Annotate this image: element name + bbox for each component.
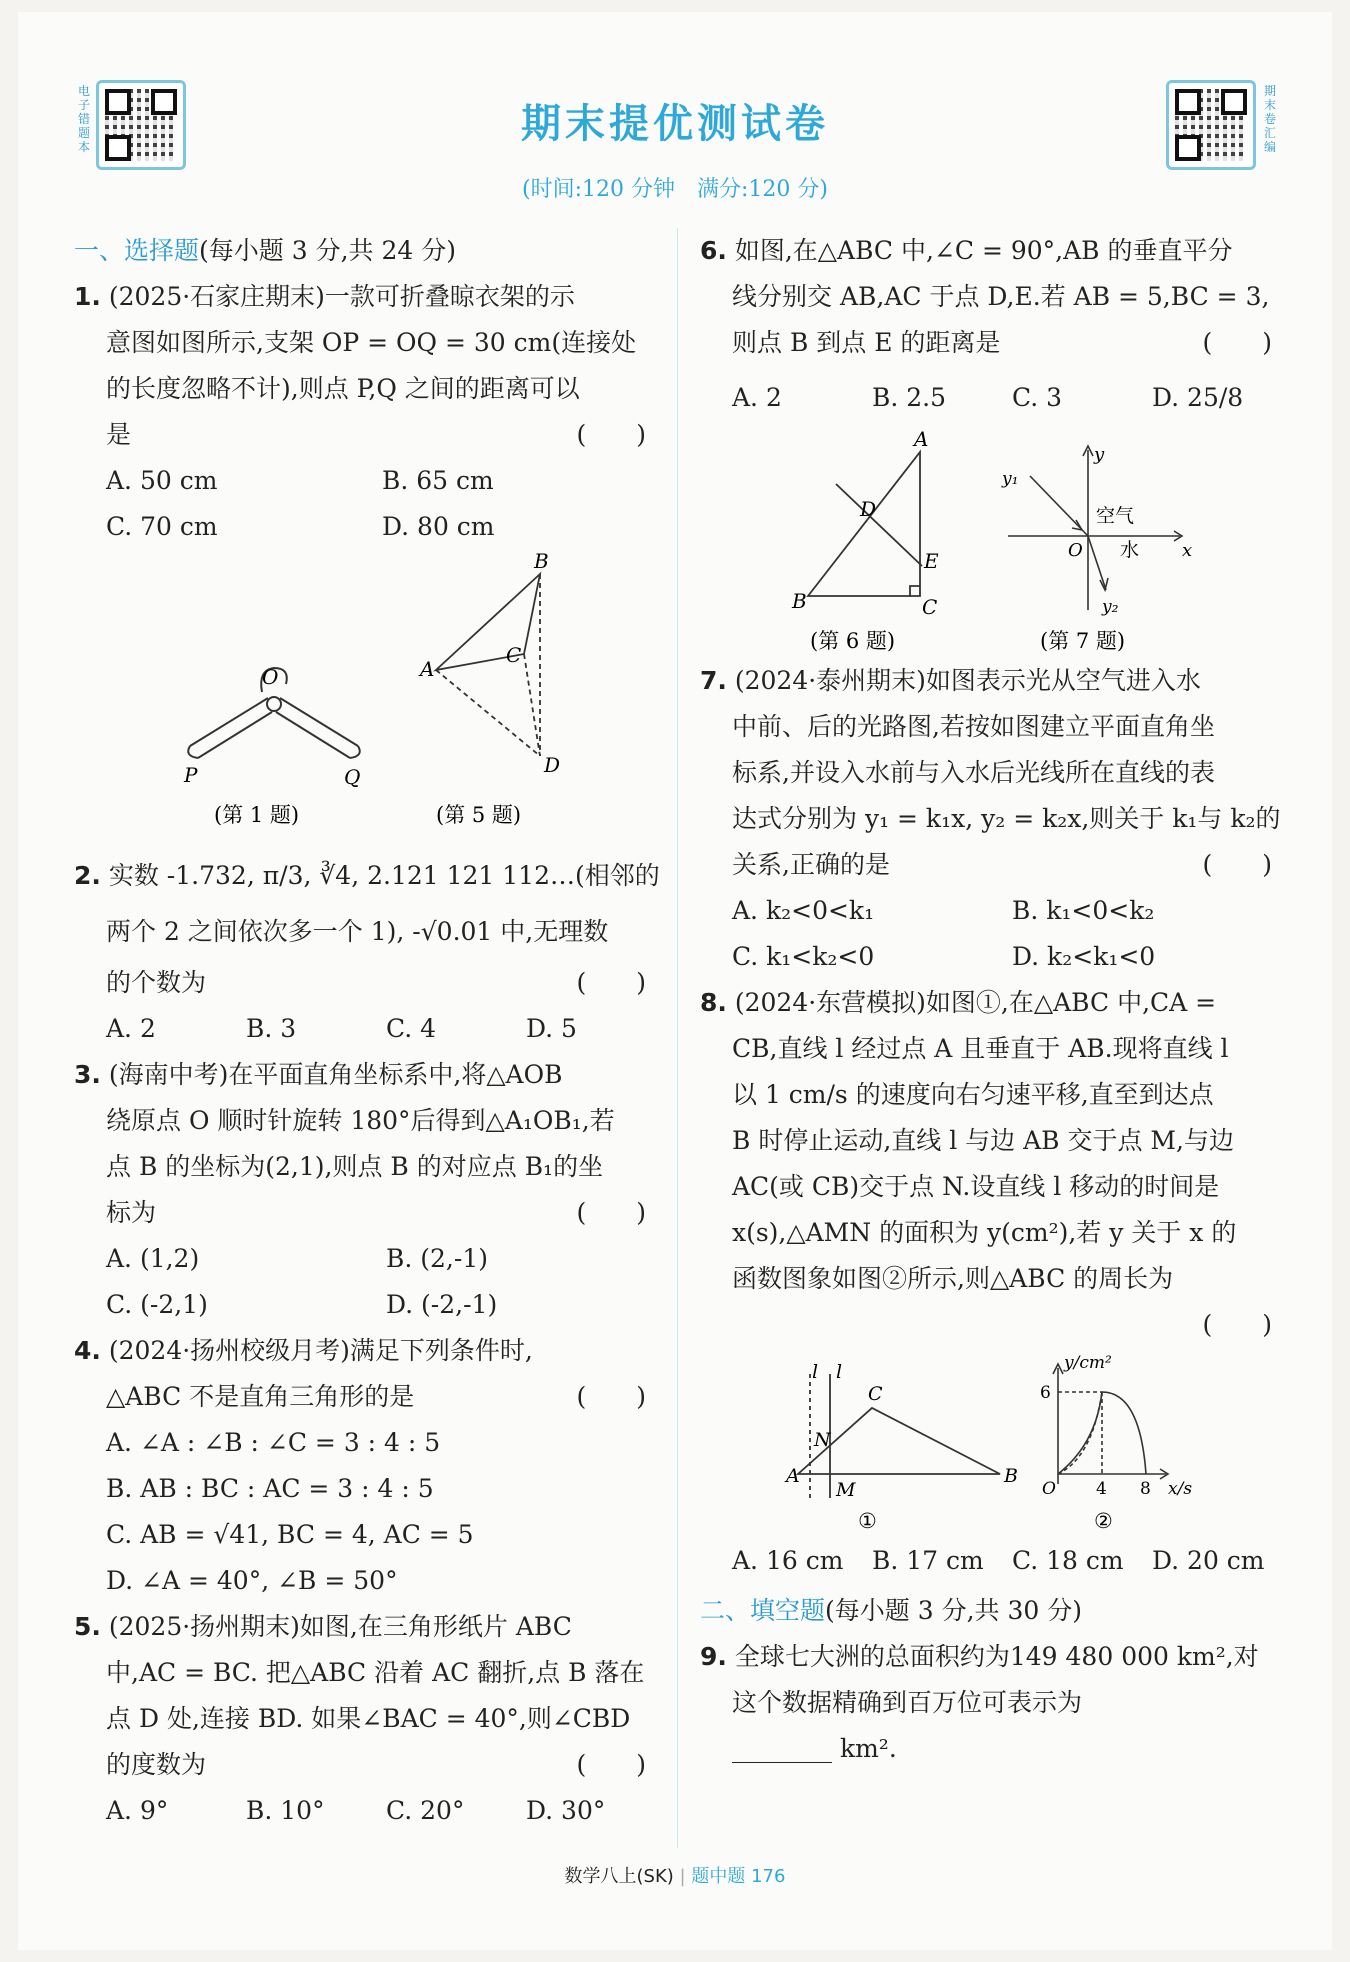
fig5-label-d: D <box>544 753 561 777</box>
fig6-right-angle-mark <box>910 586 920 596</box>
q2-option-b[interactable]: B. 3 <box>246 1014 297 1043</box>
fig5-label-c: C <box>506 643 522 667</box>
q6-line: 线分别交 AB,AC 于点 D,E.若 AB = 5,BC = 3, <box>732 282 1270 311</box>
left-qr-label: 电子错题本 <box>77 84 90 154</box>
column-divider <box>677 228 678 1848</box>
q3-line: 绕原点 O 顺时针旋转 180°后得到△A₁OB₁,若 <box>106 1106 615 1135</box>
fig6-label-c: C <box>922 595 938 619</box>
fig8-label-l2: l <box>836 1361 843 1383</box>
fig8-graph-x-label: x/s <box>1168 1479 1193 1499</box>
fig6-label-a: A <box>914 430 929 451</box>
q8-option-a[interactable]: A. 16 cm <box>732 1546 844 1575</box>
q5-line: 中,AC = BC. 把△ABC 沿着 AC 翻折,点 B 落在 <box>106 1658 645 1687</box>
q1-answer-blank[interactable]: ( ) <box>576 420 646 449</box>
fig8-graph <box>1053 1364 1168 1484</box>
q3-option-b[interactable]: B. (2,-1) <box>386 1244 488 1273</box>
fig1-caption: (第 1 题) <box>214 803 300 827</box>
q7-number: 7. <box>700 666 727 695</box>
q8-option-c[interactable]: C. 18 cm <box>1012 1546 1124 1575</box>
fig8-label-c: C <box>868 1383 883 1405</box>
fig8-graph-tick-6: 6 <box>1040 1383 1051 1403</box>
q6-option-b[interactable]: B. 2.5 <box>872 383 947 412</box>
q5-option-a[interactable]: A. 9° <box>106 1796 169 1825</box>
fig8-caption-2: ② <box>1094 1509 1113 1533</box>
fig5-ad <box>436 670 540 756</box>
q6-answer-blank[interactable]: ( ) <box>1202 328 1272 357</box>
q3-line: 点 B 的坐标为(2,1),则点 B 的对应点 B₁的坐 <box>106 1152 604 1181</box>
left-column <box>74 228 664 1834</box>
q7-line: 关系,正确的是 <box>732 850 890 879</box>
q5-option-c[interactable]: C. 20° <box>386 1796 465 1825</box>
fig6-perp-bisector <box>836 484 922 566</box>
q7-line: 标系,并设入水前与入水后光线所在直线的表 <box>732 758 1215 787</box>
q1-line: (2025·石家庄期末)一款可折叠晾衣架的示 <box>108 282 575 311</box>
fig6-triangle-abc <box>808 452 920 596</box>
q6-option-c[interactable]: C. 3 <box>1012 383 1063 412</box>
fig8-graph-tick-4: 4 <box>1096 1479 1107 1499</box>
section1-header <box>74 228 664 274</box>
section1-heading: 一、选择题 <box>74 236 200 265</box>
q5-line: 的度数为 <box>106 1750 207 1779</box>
fig5-label-a: A <box>420 657 435 681</box>
q3-option-d[interactable]: D. (-2,-1) <box>386 1290 498 1319</box>
q2-answer-blank[interactable]: ( ) <box>576 968 646 997</box>
q5-option-b[interactable]: B. 10° <box>246 1796 325 1825</box>
fig8-caption-1: ① <box>858 1509 877 1533</box>
q3-answer-blank[interactable]: ( ) <box>576 1198 646 1227</box>
q8-line: CB,直线 l 经过点 A 且垂直于 AB.现将直线 l <box>732 1034 1229 1063</box>
fig7-label-y2: y₂ <box>1102 597 1119 617</box>
fig1-pivot <box>267 697 281 711</box>
fig8-graph-tick-8: 8 <box>1140 1479 1151 1499</box>
fig8-graph-origin: O <box>1042 1479 1056 1499</box>
q2-line: 两个 2 之间依次多一个 1), -√0.01 中,无理数 <box>106 917 609 946</box>
q2-number: 2. <box>74 861 101 890</box>
q9-number: 9. <box>700 1642 727 1671</box>
page-subtitle: (时间:120 分钟 满分:120 分) <box>522 177 828 202</box>
q7-option-a[interactable]: A. k₂<0<k₁ <box>732 896 875 925</box>
q8-option-d[interactable]: D. 20 cm <box>1152 1546 1265 1575</box>
q4-line: △ABC 不是直角三角形的是 <box>106 1382 415 1411</box>
fig7-ray-refracted <box>1088 536 1106 590</box>
q1-option-c[interactable]: C. 70 cm <box>106 512 218 541</box>
q5-number: 5. <box>74 1612 101 1641</box>
q6-option-a[interactable]: A. 2 <box>732 383 782 412</box>
q1-option-d[interactable]: D. 80 cm <box>382 512 495 541</box>
q3-number: 3. <box>74 1060 101 1089</box>
q7-line: 达式分别为 y₁ = k₁x, y₂ = k₂x,则关于 k₁与 k₂的 <box>732 804 1281 833</box>
q3-option-c[interactable]: C. (-2,1) <box>106 1290 208 1319</box>
fig7-label-x: x <box>1182 540 1193 561</box>
fig8-label-l1: l <box>812 1361 819 1383</box>
q6-number: 6. <box>700 236 727 265</box>
page-title: 期末提优测试卷 <box>521 101 829 147</box>
right-column <box>700 228 1290 1772</box>
q7-option-b[interactable]: B. k₁<0<k₂ <box>1012 896 1155 925</box>
footer-section: 题中题 <box>691 1866 746 1887</box>
fig5-caption: (第 5 题) <box>436 803 522 827</box>
q1-line: 是 <box>106 420 132 449</box>
q1-option-b[interactable]: B. 65 cm <box>382 466 494 495</box>
figures-q8 <box>700 1348 1290 1534</box>
q5-option-d[interactable]: D. 30° <box>526 1796 606 1825</box>
fig6-triangle <box>808 452 922 596</box>
q9-line: 全球七大洲的总面积约为149 480 000 km²,对 <box>734 1642 1259 1671</box>
footer-page-number: 176 <box>751 1866 786 1887</box>
q3-line: (海南中考)在平面直角坐标系中,将△AOB <box>108 1060 563 1089</box>
q8-number: 8. <box>700 988 727 1017</box>
q2-option-a[interactable]: A. 2 <box>106 1014 156 1043</box>
q8-line: AC(或 CB)交于点 N.设直线 l 移动的时间是 <box>732 1172 1220 1201</box>
fig7-label-o: O <box>1068 540 1083 561</box>
fig5-cd <box>524 654 540 756</box>
fig8-label-b: B <box>1004 1465 1018 1487</box>
q3-line: 标为 <box>106 1198 157 1227</box>
fig1-p-end <box>188 746 198 758</box>
q5-line: (2025·扬州期末)如图,在三角形纸片 ABC <box>108 1612 572 1641</box>
q8-line: 以 1 cm/s 的速度向右匀速平移,直至到达点 <box>732 1080 1214 1109</box>
q8-line: 函数图象如图②所示,则△ABC 的周长为 <box>732 1264 1174 1293</box>
q4-option-c[interactable]: C. AB = √41, BC = 4, AC = 5 <box>106 1520 474 1549</box>
q7-line: 中前、后的光路图,若按如图建立平面直角坐 <box>732 712 1215 741</box>
q8-option-b[interactable]: B. 17 cm <box>872 1546 984 1575</box>
fig5-triangle <box>436 574 540 756</box>
q2-option-c[interactable]: C. 4 <box>386 1014 437 1043</box>
footer-book: 数学八上(SK) <box>564 1866 674 1887</box>
q2-option-d[interactable]: D. 5 <box>526 1014 577 1043</box>
fig6-label-d: D <box>860 497 877 521</box>
fig6-label-e: E <box>924 549 939 573</box>
q1-number: 1. <box>74 282 101 311</box>
q4-option-a[interactable]: A. ∠A : ∠B : ∠C = 3 : 4 : 5 <box>106 1428 441 1457</box>
q9-answer-blank[interactable]: ________ km². <box>732 1734 897 1763</box>
section2-header <box>700 1588 1290 1634</box>
fig1-q-end <box>350 746 360 758</box>
q8-answer-blank[interactable]: ( ) <box>1202 1310 1272 1339</box>
section1-note: (每小题 3 分,共 24 分) <box>199 236 456 265</box>
q4-number: 4. <box>74 1336 101 1365</box>
fig8-graph-curve-fall <box>1102 1392 1146 1474</box>
fig8-graph-y-label: y/cm² <box>1064 1353 1112 1373</box>
q1-line: 的长度忽略不计),则点 P,Q 之间的距离可以 <box>106 374 580 403</box>
fig8-label-a: A <box>786 1465 800 1487</box>
q2-line: 的个数为 <box>106 968 207 997</box>
fig7-axes <box>1008 446 1182 610</box>
q1-line: 意图如图所示,支架 OP = OQ = 30 cm(连接处 <box>106 328 637 357</box>
q7-answer-blank[interactable]: ( ) <box>1202 850 1272 879</box>
fig1-label-o: O <box>262 665 279 689</box>
q2-line: 实数 -1.732, π/3, ∛4, 2.121 121 112…(相邻的 <box>108 861 660 890</box>
q6-line: 如图,在△ABC 中,∠C = 90°,AB 的垂直平分 <box>734 236 1233 265</box>
q3-option-a[interactable]: A. (1,2) <box>106 1244 200 1273</box>
fig7-caption: (第 7 题) <box>1040 629 1126 653</box>
q6-line: 则点 B 到点 E 的距离是 <box>732 328 1001 357</box>
figures-q6-q7 <box>700 430 1290 658</box>
fig8-label-m: M <box>836 1479 856 1501</box>
q8-line: x(s),△AMN 的面积为 y(cm²),若 y 关于 x 的 <box>732 1218 1237 1247</box>
q7-option-c[interactable]: C. k₁<k₂<0 <box>732 942 875 971</box>
q9-line: 这个数据精确到百万位可表示为 <box>732 1688 1083 1717</box>
q4-option-d[interactable]: D. ∠A = 40°, ∠B = 50° <box>106 1566 398 1595</box>
figures-q1-q5 <box>74 550 664 832</box>
fig7-label-y1: y₁ <box>1002 469 1019 489</box>
fig8-graph-curve-rise <box>1058 1392 1102 1474</box>
q8-line: B 时停止运动,直线 l 与边 AB 交于点 M,与边 <box>732 1126 1234 1155</box>
q7-option-d[interactable]: D. k₂<k₁<0 <box>1012 942 1156 971</box>
q7-line: (2024·泰州期末)如图表示光从空气进入水 <box>734 666 1201 695</box>
section2-heading: 二、填空题 <box>700 1596 826 1625</box>
q4-answer-blank[interactable]: ( ) <box>576 1382 646 1411</box>
right-qr-label: 期末卷汇编 <box>1263 84 1276 154</box>
fig7-label-air: 空气 <box>1096 505 1135 527</box>
fig8-graph-curve-rise-solid <box>1058 1392 1102 1474</box>
fig7-label-y: y <box>1094 444 1105 465</box>
page-footer: 数学八上(SK) | 题中题 176 <box>564 1866 786 1887</box>
fig6-caption: (第 6 题) <box>810 629 896 653</box>
fig6-label-b: B <box>792 589 807 613</box>
q1-option-a[interactable]: A. 50 cm <box>106 466 218 495</box>
fig7-label-water: 水 <box>1120 539 1140 561</box>
q6-option-d[interactable]: D. 25/8 <box>1152 383 1244 412</box>
fig8-label-n: N <box>814 1429 831 1451</box>
q8-line: (2024·东营模拟)如图①,在△ABC 中,CA = <box>734 988 1217 1017</box>
q4-line: (2024·扬州校级月考)满足下列条件时, <box>108 1336 533 1365</box>
fig1-label-p: P <box>184 763 198 787</box>
fig5-label-b: B <box>534 550 549 573</box>
q4-option-b[interactable]: B. AB : BC : AC = 3 : 4 : 5 <box>106 1474 434 1503</box>
q5-answer-blank[interactable]: ( ) <box>576 1750 646 1779</box>
section2-note: (每小题 3 分,共 30 分) <box>825 1596 1082 1625</box>
q5-line: 点 D 处,连接 BD. 如果∠BAC = 40°,则∠CBD <box>106 1704 631 1733</box>
fig1-label-q: Q <box>344 765 361 789</box>
